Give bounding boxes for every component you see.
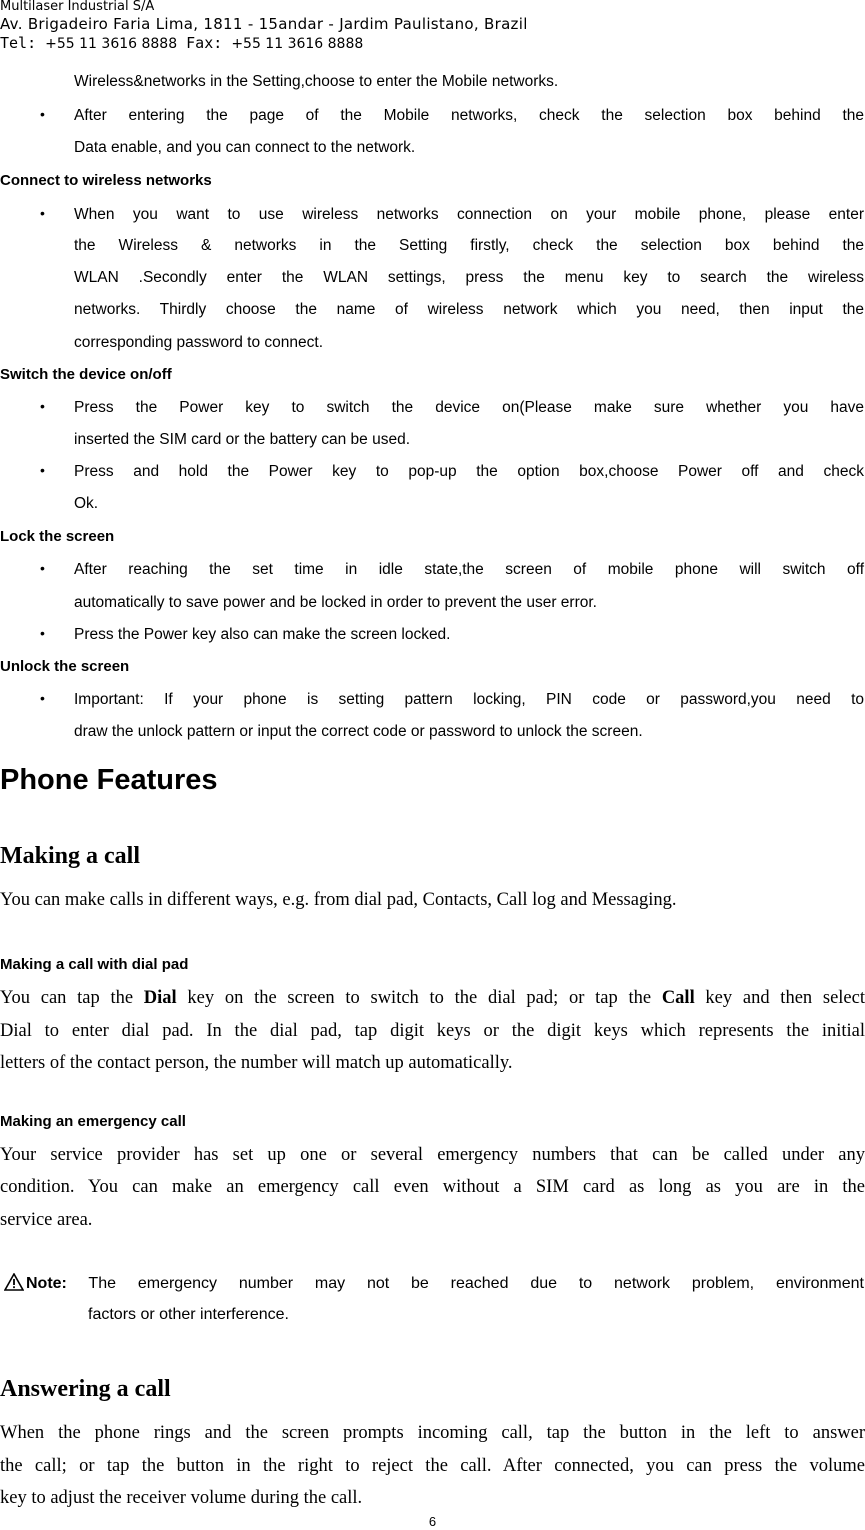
answering-line: When the phone rings and the screen prompts incoming call, tap the button in the left to answer [0, 1423, 865, 1443]
contact-line [0, 34, 865, 53]
tel-label: Tel: [0, 34, 37, 52]
bullet-icon: • [40, 205, 45, 221]
unlock-line: draw the unlock pattern or input the correct code or password to unlock the screen. [74, 723, 643, 740]
dial-pad-text: key and then select [694, 988, 865, 1008]
switch-line: Ok. [74, 495, 99, 512]
lock-line: automatically to save power and be locked in order to prevent the user error. [74, 594, 597, 611]
making-call-text: You can make calls in different ways, e.g. from dial pad, Contacts, Call log and Messaging. [0, 890, 677, 910]
wireless-line: networks. Thirdly choose the name of wireless network which you need, then input the [74, 301, 864, 318]
emergency-line: condition. You can make an emergency call even without a SIM card as long as you are in the [0, 1177, 865, 1197]
note-line-1 [4, 1273, 864, 1297]
wireless-line: the Wireless & networks in the Setting firstly, check the selection box behind the [74, 237, 864, 254]
page-header [0, 0, 865, 53]
switch-line: inserted the SIM card or the battery can be used. [74, 431, 411, 448]
dial-pad-text: You can tap the [0, 988, 144, 1008]
fax-number: +55 11 3616 8888 [231, 36, 364, 52]
dial-pad-line-1 [0, 983, 865, 1013]
page-number: 6 [428, 1514, 437, 1529]
section-heading-answering: Answering a call [0, 1376, 171, 1402]
subheading-emergency: Making an emergency call [0, 1113, 186, 1130]
warning-icon [4, 1273, 24, 1297]
bullet-icon: • [40, 398, 45, 414]
note-label: Note: [26, 1275, 67, 1292]
answering-line: the call; or tap the button in the right to reject the call. After connected, you can press the volume [0, 1456, 865, 1476]
answering-line: key to adjust the receiver volume during the call. [0, 1488, 363, 1508]
intro-bullet-line: After entering the page of the Mobile networks, check the selection box behind the [74, 107, 864, 124]
section-heading-switch: Switch the device on/off [0, 366, 172, 383]
note-line-2: factors or other interference. [88, 1306, 289, 1323]
section-heading-wireless: Connect to wireless networks [0, 172, 212, 189]
emergency-line: service area. [0, 1210, 93, 1230]
switch-line: Press the Power key to switch the device on(Please make sure whether you have [74, 399, 864, 416]
page-title: Phone Features [0, 764, 218, 796]
section-heading-unlock: Unlock the screen [0, 658, 130, 675]
fax-label: Fax: [186, 34, 223, 52]
bullet-icon: • [40, 625, 45, 641]
intro-continuation: Wireless&networks in the Setting,choose to enter the Mobile networks. [74, 73, 559, 90]
dial-key-label: Dial [143, 988, 177, 1008]
bullet-icon: • [40, 560, 45, 576]
wireless-line: WLAN .Secondly enter the WLAN settings, press the menu key to search the wireless [74, 269, 864, 286]
switch-line: Press and hold the Power key to pop-up the option box,choose Power off and check [74, 463, 864, 480]
note-text: The emergency number may not be reached due to network problem, environment [66, 1275, 864, 1292]
company-name: Multilaser Industrial S/A [0, 0, 155, 14]
company-address: Av. Brigadeiro Faria Lima, 1811 - 15andar - Jardim Paulistano, Brazil [0, 15, 528, 33]
wireless-line: corresponding password to connect. [74, 334, 324, 351]
section-heading-lock: Lock the screen [0, 528, 115, 545]
unlock-line: Important: If your phone is setting pattern locking, PIN code or password,you need to [74, 691, 864, 708]
dial-pad-line-2: Dial to enter dial pad. In the dial pad, tap digit keys or the digit keys which represents the initial [0, 1021, 865, 1041]
section-heading-making-call: Making a call [0, 843, 141, 869]
dial-pad-text: key on the screen to switch to the dial pad; or tap the [176, 988, 662, 1008]
emergency-line: Your service provider has set up one or several emergency numbers that can be called under any [0, 1145, 865, 1165]
call-key-label: Call [661, 988, 695, 1008]
lock-line: Press the Power key also can make the screen locked. [74, 626, 451, 643]
tel-number: +55 11 3616 8888 [45, 36, 178, 52]
bullet-icon: • [40, 462, 45, 478]
bullet-icon: • [40, 690, 45, 706]
intro-bullet-line: Data enable, and you can connect to the network. [74, 139, 416, 156]
bullet-icon: • [40, 106, 45, 122]
wireless-line: When you want to use wireless networks connection on your mobile phone, please enter [74, 206, 864, 223]
lock-line: After reaching the set time in idle state,the screen of mobile phone will switch off [74, 561, 864, 578]
dial-pad-line-3: letters of the contact person, the number will match up automatically. [0, 1053, 513, 1073]
subheading-dial-pad: Making a call with dial pad [0, 956, 189, 973]
